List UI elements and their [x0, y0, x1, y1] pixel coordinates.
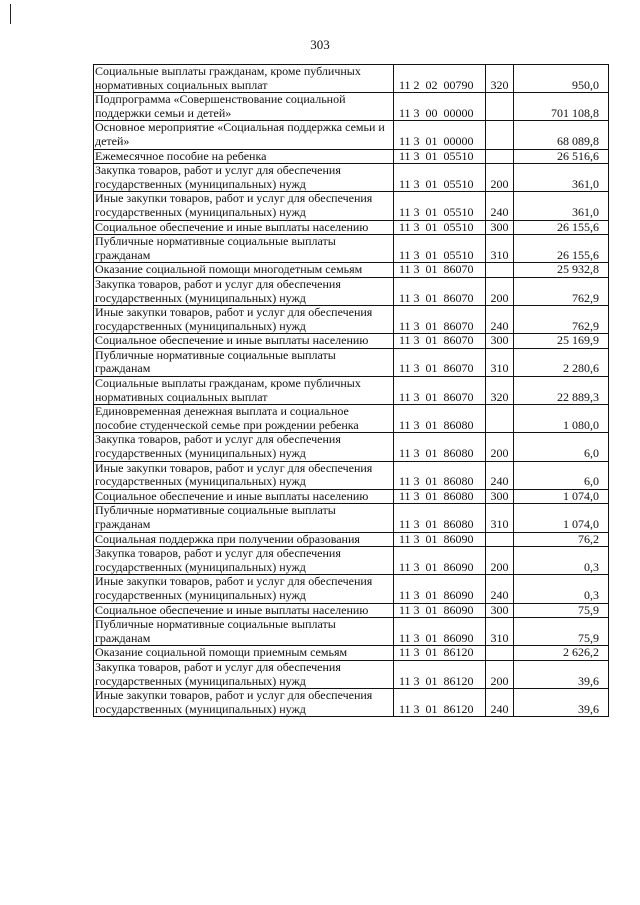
row-expense-type-cell	[486, 646, 514, 661]
row-amount-cell: 1 074,0	[514, 504, 609, 532]
row-code-cell: 11 3 01 05510	[394, 235, 486, 263]
row-name-cell: Публичные нормативные социальные выплаты гражданам	[94, 348, 394, 376]
row-name-cell: Закупка товаров, работ и услуг для обеспечения государственных (муниципальных) нужд	[94, 547, 394, 575]
table-row	[94, 461, 609, 489]
row-name-cell: Социальное обеспечение и иные выплаты населению	[94, 603, 394, 618]
row-name-cell: Иные закупки товаров, работ и услуг для обеспечения государственных (муниципальных) нужд	[94, 192, 394, 220]
row-code-cell: 11 3 01 86080	[394, 489, 486, 504]
row-code-cell: 11 3 01 86070	[394, 277, 486, 305]
table-row	[94, 121, 609, 149]
row-code-cell: 11 3 01 05510	[394, 164, 486, 192]
row-code-cell: 11 3 01 86070	[394, 348, 486, 376]
row-amount-cell: 0,3	[514, 575, 609, 603]
table-row	[94, 405, 609, 433]
row-name-cell: Основное мероприятие «Социальная поддержка семьи и детей»	[94, 121, 394, 149]
row-amount-cell: 25 169,9	[514, 334, 609, 349]
row-code-cell: 11 3 01 86090	[394, 532, 486, 547]
row-amount-cell: 0,3	[514, 547, 609, 575]
row-expense-type-cell: 300	[486, 220, 514, 235]
row-expense-type-cell: 310	[486, 618, 514, 646]
row-expense-type-cell: 200	[486, 547, 514, 575]
row-name-cell: Закупка товаров, работ и услуг для обеспечения государственных (муниципальных) нужд	[94, 660, 394, 688]
row-expense-type-cell: 200	[486, 660, 514, 688]
row-name-cell: Единовременная денежная выплата и социальное пособие студенческой семье при рождении ребенка	[94, 405, 394, 433]
row-code-cell: 11 3 01 86070	[394, 306, 486, 334]
row-amount-cell: 75,9	[514, 618, 609, 646]
row-amount-cell: 26 155,6	[514, 220, 609, 235]
row-name-cell: Иные закупки товаров, работ и услуг для обеспечения государственных (муниципальных) нужд	[94, 689, 394, 717]
row-code-cell: 11 3 01 86120	[394, 689, 486, 717]
row-amount-cell: 2 626,2	[514, 646, 609, 661]
row-name-cell: Социальное обеспечение и иные выплаты населению	[94, 334, 394, 349]
row-code-cell: 11 3 01 86080	[394, 461, 486, 489]
table-row	[94, 334, 609, 349]
row-amount-cell: 1 080,0	[514, 405, 609, 433]
table-row	[94, 646, 609, 661]
row-code-cell: 11 3 01 86090	[394, 547, 486, 575]
row-name-cell: Закупка товаров, работ и услуг для обеспечения государственных (муниципальных) нужд	[94, 277, 394, 305]
row-expense-type-cell: 200	[486, 433, 514, 461]
row-expense-type-cell: 200	[486, 277, 514, 305]
row-expense-type-cell	[486, 93, 514, 121]
table-row	[94, 660, 609, 688]
row-code-cell: 11 3 01 86090	[394, 575, 486, 603]
budget-table-body	[94, 65, 609, 717]
row-name-cell: Иные закупки товаров, работ и услуг для обеспечения государственных (муниципальных) нужд	[94, 306, 394, 334]
row-expense-type-cell	[486, 263, 514, 278]
table-row	[94, 348, 609, 376]
page-edge-mark	[10, 4, 11, 24]
row-expense-type-cell: 240	[486, 192, 514, 220]
row-code-cell: 11 3 01 86090	[394, 618, 486, 646]
row-expense-type-cell: 310	[486, 348, 514, 376]
row-name-cell: Ежемесячное пособие на ребенка	[94, 149, 394, 164]
row-expense-type-cell: 200	[486, 164, 514, 192]
row-amount-cell: 6,0	[514, 461, 609, 489]
row-amount-cell: 22 889,3	[514, 377, 609, 405]
row-code-cell: 11 3 01 86080	[394, 433, 486, 461]
table-row	[94, 65, 609, 93]
row-name-cell: Подпрограмма «Совершенствование социальной поддержки семьи и детей»	[94, 93, 394, 121]
row-code-cell: 11 2 02 00790	[394, 65, 486, 93]
row-code-cell: 11 3 00 00000	[394, 93, 486, 121]
table-row	[94, 547, 609, 575]
row-code-cell: 11 3 01 00000	[394, 121, 486, 149]
row-amount-cell: 76,2	[514, 532, 609, 547]
table-row	[94, 164, 609, 192]
row-amount-cell: 762,9	[514, 277, 609, 305]
row-amount-cell: 1 074,0	[514, 489, 609, 504]
row-expense-type-cell	[486, 149, 514, 164]
table-row	[94, 377, 609, 405]
row-name-cell: Публичные нормативные социальные выплаты гражданам	[94, 504, 394, 532]
row-name-cell: Социальные выплаты гражданам, кроме публичных нормативных социальных выплат	[94, 65, 394, 93]
row-name-cell: Иные закупки товаров, работ и услуг для обеспечения государственных (муниципальных) нужд	[94, 575, 394, 603]
table-row	[94, 263, 609, 278]
row-name-cell: Закупка товаров, работ и услуг для обеспечения государственных (муниципальных) нужд	[94, 164, 394, 192]
row-amount-cell: 950,0	[514, 65, 609, 93]
row-code-cell: 11 3 01 86070	[394, 263, 486, 278]
row-expense-type-cell: 310	[486, 504, 514, 532]
row-amount-cell: 701 108,8	[514, 93, 609, 121]
table-row	[94, 603, 609, 618]
row-code-cell: 11 3 01 86120	[394, 646, 486, 661]
row-expense-type-cell: 310	[486, 235, 514, 263]
row-amount-cell: 762,9	[514, 306, 609, 334]
row-amount-cell: 75,9	[514, 603, 609, 618]
row-code-cell: 11 3 01 86120	[394, 660, 486, 688]
table-row	[94, 192, 609, 220]
table-row	[94, 489, 609, 504]
table-row	[94, 149, 609, 164]
row-amount-cell: 25 932,8	[514, 263, 609, 278]
row-name-cell: Социальное обеспечение и иные выплаты населению	[94, 220, 394, 235]
row-expense-type-cell: 300	[486, 603, 514, 618]
row-expense-type-cell	[486, 405, 514, 433]
budget-table	[93, 64, 609, 717]
table-row	[94, 93, 609, 121]
row-name-cell: Социальные выплаты гражданам, кроме публичных нормативных социальных выплат	[94, 377, 394, 405]
table-row	[94, 235, 609, 263]
row-amount-cell: 361,0	[514, 192, 609, 220]
row-name-cell: Публичные нормативные социальные выплаты гражданам	[94, 235, 394, 263]
row-amount-cell: 26 155,6	[514, 235, 609, 263]
row-amount-cell: 6,0	[514, 433, 609, 461]
table-row	[94, 575, 609, 603]
table-row	[94, 277, 609, 305]
row-name-cell: Публичные нормативные социальные выплаты гражданам	[94, 618, 394, 646]
row-expense-type-cell: 240	[486, 575, 514, 603]
row-amount-cell: 39,6	[514, 689, 609, 717]
row-code-cell: 11 3 01 05510	[394, 220, 486, 235]
row-amount-cell: 68 089,8	[514, 121, 609, 149]
row-expense-type-cell: 240	[486, 689, 514, 717]
row-name-cell: Социальное обеспечение и иные выплаты населению	[94, 489, 394, 504]
page-number: 303	[310, 37, 330, 52]
row-name-cell: Оказание социальной помощи многодетным семьям	[94, 263, 394, 278]
row-expense-type-cell: 300	[486, 489, 514, 504]
row-code-cell: 11 3 01 86070	[394, 334, 486, 349]
row-code-cell: 11 3 01 86070	[394, 377, 486, 405]
row-name-cell: Социальная поддержка при получении образования	[94, 532, 394, 547]
row-expense-type-cell: 300	[486, 334, 514, 349]
row-expense-type-cell: 320	[486, 377, 514, 405]
row-name-cell: Оказание социальной помощи приемным семьям	[94, 646, 394, 661]
table-row	[94, 433, 609, 461]
table-row	[94, 306, 609, 334]
row-amount-cell: 2 280,6	[514, 348, 609, 376]
table-row	[94, 618, 609, 646]
row-code-cell: 11 3 01 05510	[394, 192, 486, 220]
row-amount-cell: 26 516,6	[514, 149, 609, 164]
row-expense-type-cell: 320	[486, 65, 514, 93]
row-code-cell: 11 3 01 86090	[394, 603, 486, 618]
row-code-cell: 11 3 01 86080	[394, 504, 486, 532]
table-row	[94, 220, 609, 235]
table-row	[94, 689, 609, 717]
row-expense-type-cell	[486, 532, 514, 547]
row-expense-type-cell	[486, 121, 514, 149]
row-name-cell: Закупка товаров, работ и услуг для обеспечения государственных (муниципальных) нужд	[94, 433, 394, 461]
table-row	[94, 532, 609, 547]
row-amount-cell: 361,0	[514, 164, 609, 192]
table-row	[94, 504, 609, 532]
row-code-cell: 11 3 01 05510	[394, 149, 486, 164]
row-code-cell: 11 3 01 86080	[394, 405, 486, 433]
row-expense-type-cell: 240	[486, 306, 514, 334]
row-amount-cell: 39,6	[514, 660, 609, 688]
row-name-cell: Иные закупки товаров, работ и услуг для обеспечения государственных (муниципальных) нужд	[94, 461, 394, 489]
row-expense-type-cell: 240	[486, 461, 514, 489]
